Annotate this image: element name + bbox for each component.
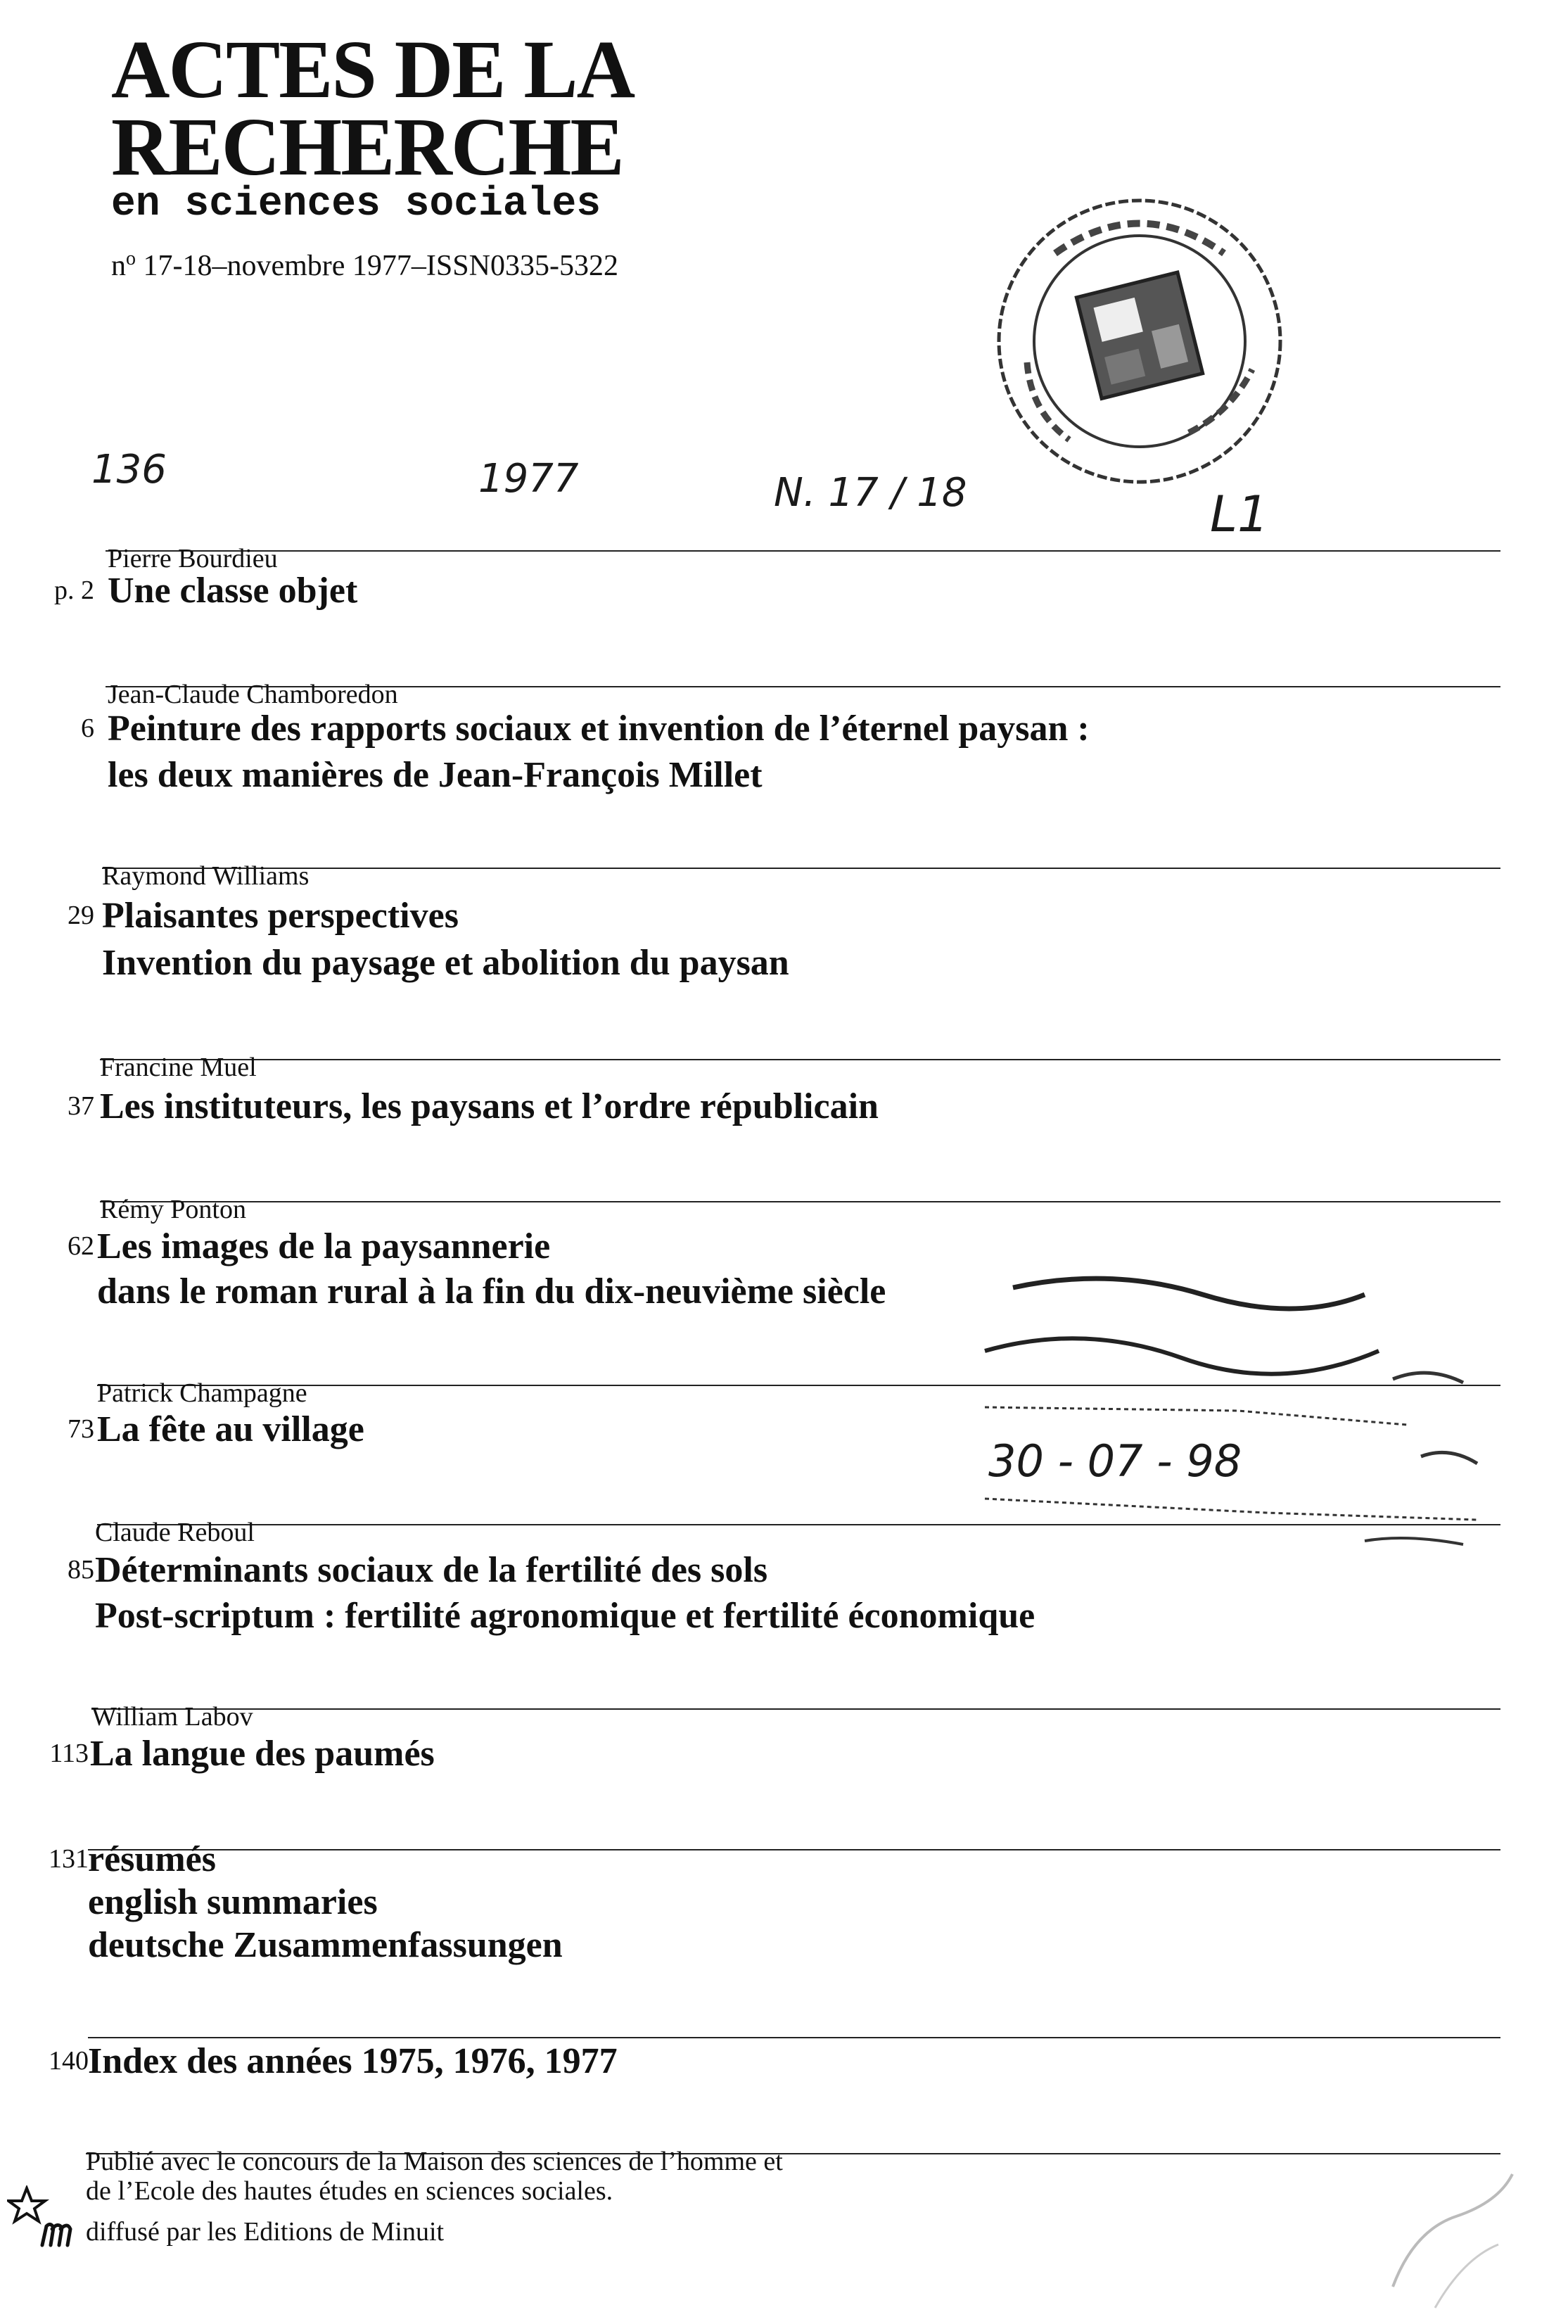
toc-title: résumés — [88, 1839, 216, 1879]
toc-page-number: 6 — [81, 713, 94, 743]
toc-subtitle: deutsche Zusammenfassungen — [88, 1925, 563, 1965]
pencil-marks-icon — [1351, 2146, 1534, 2322]
toc-subtitle: les deux manières de Jean-François Millet — [108, 755, 763, 795]
toc-page-number: 37 — [68, 1091, 94, 1121]
handwritten-year: 1977 — [478, 456, 579, 502]
toc-subtitle: english summaries — [88, 1882, 378, 1922]
toc-rule — [100, 1059, 1500, 1060]
toc-rule — [106, 550, 1500, 552]
issue-superscript: o — [126, 248, 136, 269]
library-stamp-icon — [978, 179, 1301, 503]
toc-page-number: 62 — [68, 1231, 94, 1261]
toc-author: Raymond Williams — [102, 861, 310, 891]
footer-line-1: Publié avec le concours de la Maison des sciences de l’homme et — [86, 2147, 783, 2176]
footer-line-3: diffusé par les Editions de Minuit — [86, 2217, 445, 2247]
toc-title: La fête au village — [97, 1409, 364, 1449]
journal-title-line-1: ACTES DE LA — [111, 23, 635, 115]
toc-page-number: 131 — [49, 1844, 89, 1874]
issue-prefix: n — [111, 250, 126, 282]
toc-author: Pierre Bourdieu — [108, 544, 278, 573]
issue-details: 17-18–novembre 1977–ISSN0335-5322 — [136, 250, 618, 282]
toc-author: William Labov — [91, 1702, 253, 1732]
toc-title: Une classe objet — [108, 571, 358, 611]
toc-author: Claude Reboul — [95, 1518, 255, 1547]
toc-page-number: 29 — [68, 901, 94, 930]
footer-line-2: de l’Ecole des hautes études en sciences sociales. — [86, 2176, 613, 2206]
toc-subtitle: dans le roman rural à la fin du dix-neuvième siècle — [97, 1271, 886, 1312]
handwritten-mark: L1 — [1210, 485, 1269, 543]
toc-page-number: 85 — [68, 1555, 94, 1585]
toc-page-number: 73 — [68, 1414, 94, 1444]
journal-subtitle: en sciences sociales — [111, 182, 601, 227]
toc-author: Rémy Ponton — [100, 1195, 246, 1224]
issue-info — [111, 248, 618, 283]
toc-page-number: p. 2 — [54, 576, 94, 605]
toc-title: La langue des paumés — [90, 1734, 435, 1774]
toc-title: Peinture des rapports sociaux et invention de l’éternel paysan : — [108, 709, 1090, 749]
handwritten-issue-number: N. 17 / 18 — [774, 470, 967, 516]
toc-author: Patrick Champagne — [97, 1378, 307, 1408]
toc-title: Index des années 1975, 1976, 1977 — [88, 2041, 618, 2081]
handwritten-date: 30 - 07 - 98 — [988, 1435, 1242, 1487]
toc-title: Plaisantes perspectives — [102, 896, 459, 936]
handwritten-number-136: 136 — [91, 447, 167, 493]
toc-subtitle: Invention du paysage et abolition du paysan — [102, 943, 789, 983]
journal-title-line-2: RECHERCHE — [111, 101, 623, 193]
toc-rule — [88, 1849, 1500, 1850]
arabic-stamp-icon — [971, 1245, 1505, 1597]
minuit-star-logo-icon — [7, 2185, 77, 2249]
toc-title: Les images de la paysannerie — [97, 1226, 551, 1266]
toc-rule — [91, 1708, 1500, 1710]
toc-page-number: 113 — [49, 1739, 89, 1768]
toc-rule — [100, 1201, 1500, 1202]
toc-title: Les instituteurs, les paysans et l’ordre républicain — [100, 1086, 879, 1126]
toc-author: Jean-Claude Chamboredon — [108, 680, 398, 709]
toc-title: Déterminants sociaux de la fertilité des sols — [95, 1550, 768, 1590]
toc-subtitle: Post-scriptum : fertilité agronomique et fertilité économique — [95, 1596, 1035, 1636]
toc-rule — [102, 868, 1500, 869]
toc-author: Francine Muel — [100, 1053, 257, 1082]
toc-rule — [88, 2037, 1500, 2038]
toc-page-number: 140 — [49, 2046, 89, 2076]
